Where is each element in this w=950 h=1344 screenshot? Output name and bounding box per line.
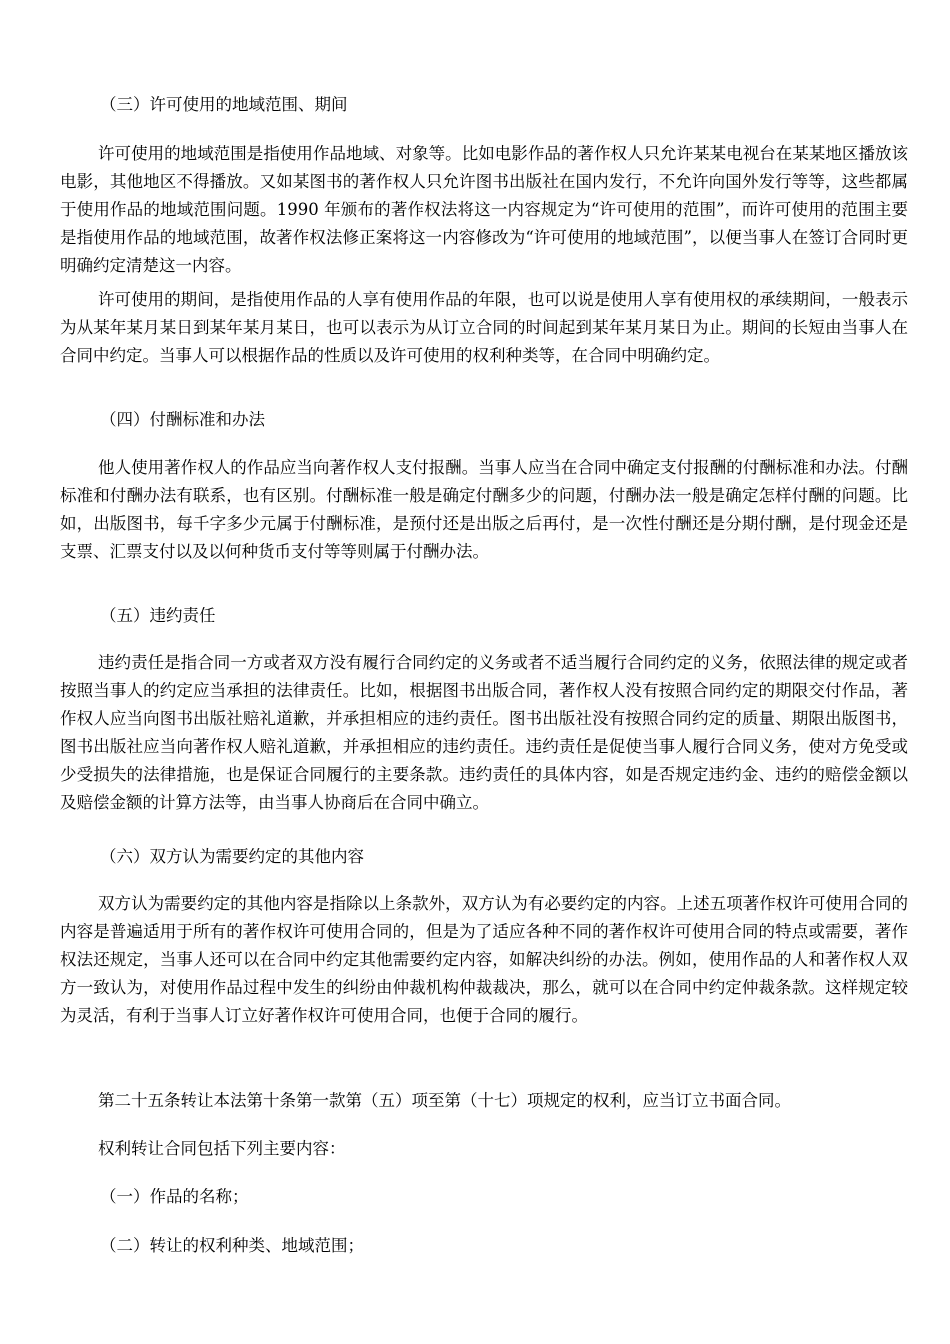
- section-heading-3: （三）许可使用的地域范围、期间: [100, 95, 348, 114]
- paragraph-period: 许可使用的期间，是指使用作品的人享有使用作品的年限，也可以说是使用人享有使用权的承续期间，一般表示为从某年某月某日到某年某月某日，也可以表示为从订立合同的时间起到某年某月某日为止。期间的长短由当事人在合同中约定。当事人可以根据作品的性质以及许可使用的权利种类等，在合同中明确约定。: [60, 290, 908, 365]
- section-heading-5: （五）违约责任: [100, 606, 216, 625]
- paragraph-contract-contents: 权利转让合同包括下列主要内容：: [98, 1139, 346, 1158]
- paragraph-territory: 许可使用的地域范围是指使用作品地域、对象等。比如电影作品的著作权人只允许某某电视台在某某地区播放该电影，其他地区不得播放。又如某图书的著作权人只允许图书出版社在国内发行，不允许向国外发行等等，这些都属于使用作品的地域范围问题。1990 年颁布的著作权法将这一内容规定为“许可使用的范围”，而许可使用的范围主要是指使用作品的地域范围，故著作权法修正案将这一内容修改为“许可使用的地域范围”，以便当事人在签订合同时更明确约定清楚这一内容。: [60, 144, 908, 275]
- list-item-2: （二）转让的权利种类、地域范围；: [100, 1236, 364, 1255]
- paragraph-payment: 他人使用著作权人的作品应当向著作权人支付报酬。当事人应当在合同中确定支付报酬的付酬标准和办法。付酬标准和付酬办法有联系，也有区别。付酬标准一般是确定付酬多少的问题，付酬办法一般是确定怎样付酬的问题。比如，出版图书，每千字多少元属于付酬标准，是预付还是出版之后再付，是一次性付酬还是分期付酬，是付现金还是支票、汇票支付以及以何种货币支付等等则属于付酬办法。: [60, 458, 908, 561]
- paragraph-liability: 违约责任是指合同一方或者双方没有履行合同约定的义务或者不适当履行合同约定的义务，依照法律的规定或者按照当事人的约定应当承担的法律责任。比如，根据图书出版合同，著作权人没有按照合同约定的期限交付作品，著作权人应当向图书出版社赔礼道歉，并承担相应的违约责任。图书出版社没有按照合同约定的质量、期限出版图书，图书出版社应当向著作权人赔礼道歉，并承担相应的违约责任。违约责任是促使当事人履行合同义务，使对方免受或少受损失的法律措施，也是保证合同履行的主要条款。违约责任的具体内容，如是否规定违约金、违约的赔偿金额以及赔偿金额的计算方法等，由当事人协商后在合同中确立。: [60, 653, 908, 812]
- list-item-1: （一）作品的名称；: [100, 1187, 249, 1206]
- section-heading-4: （四）付酬标准和办法: [100, 410, 265, 429]
- section-heading-6: （六）双方认为需要约定的其他内容: [100, 847, 364, 866]
- paragraph-other-terms: 双方认为需要约定的其他内容是指除以上条款外，双方认为有必要约定的内容。上述五项著作权许可使用合同的内容是普遍适用于所有的著作权许可使用合同的，但是为了适应各种不同的著作权许可使用合同的特点或需要，著作权法还规定，当事人还可以在合同中约定其他需要约定内容，如解决纠纷的办法。例如，使用作品的人和著作权人双方一致认为，对使用作品过程中发生的纠纷由仲裁机构仲裁裁决，那么，就可以在合同中约定仲裁条款。这样规定较为灵活，有利于当事人订立好著作权许可使用合同，也便于合同的履行。: [60, 894, 908, 1025]
- paragraph-article-25: 第二十五条转让本法第十条第一款第（五）项至第（十七）项规定的权利，应当订立书面合同。: [98, 1091, 791, 1110]
